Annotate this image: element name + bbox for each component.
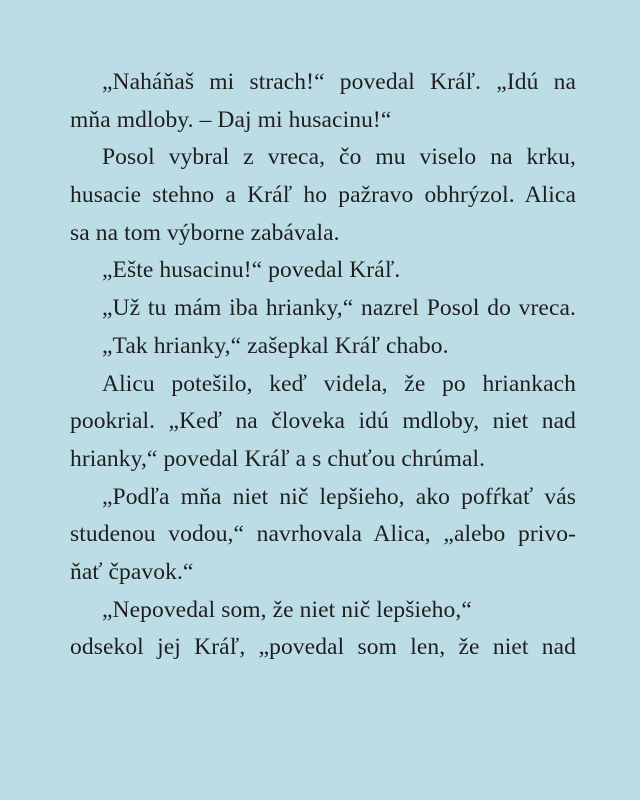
text-line: pookrial. „Keď na človeka idú mdloby, niet nad <box>70 408 576 435</box>
text-line: „Naháňaš mi strach!“ povedal Kráľ. „Idú na <box>102 69 576 95</box>
text-line: „Tak hrianky,“ zašepkal Kráľ chabo. <box>102 332 449 359</box>
text-line: „Už tu mám iba hrianky,“ nazrel Posol do vreca. <box>102 295 576 322</box>
text-line: „Nepovedal som, že niet nič lepšieho,“ <box>102 596 472 623</box>
text-line: ňať čpavok.“ <box>70 558 194 585</box>
text-line: „Podľa mňa niet nič lepšieho, ako pofŕkať vás <box>102 483 576 510</box>
text-line: studenou vodou,“ navrhovala Alica, „alebo privo- <box>70 521 576 548</box>
text-line: „Ešte husacinu!“ povedal Kráľ. <box>102 257 401 284</box>
book-page <box>70 64 576 667</box>
text-line: Posol vybral z vreca, čo mu viselo na krku, <box>102 144 576 171</box>
text-line: odsekol jej Kráľ, „povedal som len, že niet nad <box>70 634 576 661</box>
text-line: mňa mdloby. – Daj mi husacinu!“ <box>70 106 392 133</box>
text-line: hrianky,“ povedal Kráľ a s chuťou chrúmal. <box>70 445 486 472</box>
text-line: Alicu potešilo, keď videla, že po hriankach <box>102 370 576 397</box>
text-line: sa na tom výborne zabávala. <box>70 219 340 246</box>
text-line: husacie stehno a Kráľ ho pažravo obhrýzol. Alica <box>70 182 576 209</box>
